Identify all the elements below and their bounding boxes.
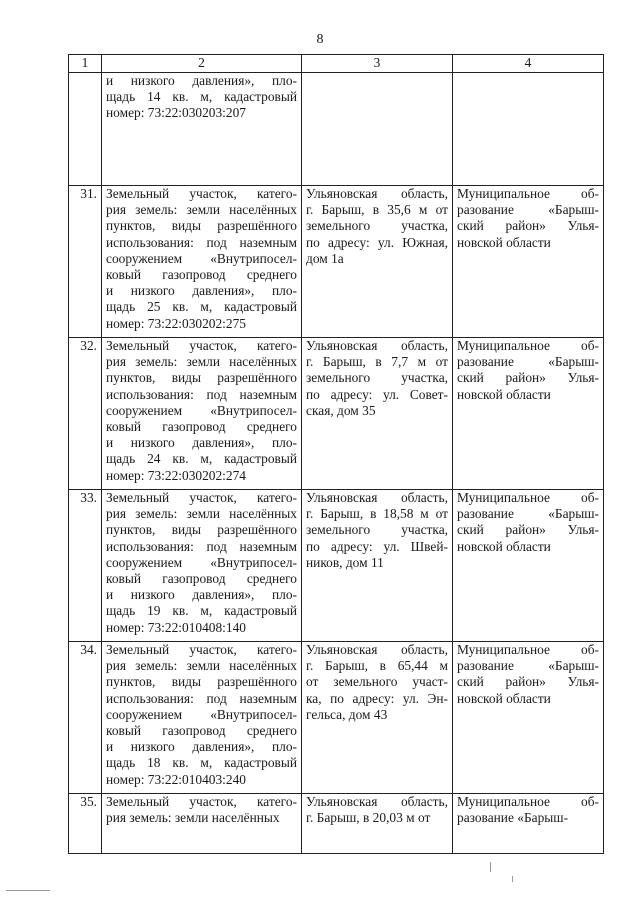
cell-text-line: пунктов, виды разрешённого: [106, 370, 297, 386]
cell-text-line: разование «Барыш-: [457, 202, 599, 218]
plot-owner-cell: [453, 490, 604, 642]
cell-text-line: сооружением «Внутрипосел-: [106, 402, 297, 418]
cell-text-line: земельного участка,: [306, 370, 448, 386]
plot-location-cell: [302, 642, 453, 794]
cell-text-line: Земельный участок, катего-: [106, 338, 297, 353]
cell-text-line: Муниципальное об-: [457, 186, 599, 201]
cell-text-line: рия земель: земли населённых: [106, 658, 297, 674]
cell-text-line: пунктов, виды разрешённого: [106, 674, 297, 690]
cell-text-line: Земельный участок, катего-: [106, 642, 297, 657]
cell-text-line: пунктов, виды разрешённого: [106, 522, 297, 538]
column-header-number: 1: [69, 55, 102, 73]
scan-mark: [490, 862, 491, 872]
cell-text-line: Земельный участок, катего-: [106, 490, 297, 505]
plot-location-cell: [302, 73, 453, 186]
cell-text-line: разование «Барыш-: [457, 506, 599, 522]
cell-text-line: Ульяновская область,: [306, 794, 448, 809]
row-number: 35.: [69, 794, 102, 854]
cell-text-line: щадь 14 кв. м, кадастровый: [106, 89, 297, 105]
cell-text-line: номер: 73:22:010408:140: [106, 619, 246, 635]
scan-mark: [6, 890, 50, 891]
row-number: 34.: [69, 642, 102, 794]
cell-text-line: щадь 24 кв. м, кадастровый: [106, 451, 297, 467]
plot-location-cell: [302, 794, 453, 854]
cell-text-line: по адресу: ул. Южная,: [306, 234, 448, 250]
cell-text-line: Земельный участок, катего-: [106, 186, 297, 201]
cell-text-line: по адресу: ул. Совет-: [306, 386, 448, 402]
cell-text-line: новской области: [457, 538, 551, 554]
plot-owner-cell: [453, 186, 604, 338]
plot-description-cell: [102, 73, 302, 186]
cell-text-line: Муниципальное об-: [457, 642, 599, 657]
cell-text-line: г. Барыш, в 7,7 м от: [306, 354, 448, 370]
cell-text-line: рия земель: земли населённых: [106, 354, 297, 370]
plot-owner-cell: [453, 794, 604, 854]
scan-mark: [512, 876, 513, 882]
cell-text-line: г. Барыш, в 20,03 м от: [306, 810, 431, 826]
cell-text-line: земельного участка,: [306, 218, 448, 234]
plot-location-cell: [302, 490, 453, 642]
table-row: [69, 186, 604, 338]
cell-text-line: г. Барыш, в 35,6 м от: [306, 202, 448, 218]
cell-text-line: дом 1а: [306, 250, 344, 266]
cell-text-line: рия земель: земли населённых: [106, 506, 297, 522]
plot-description-cell: [102, 186, 302, 338]
cell-text-line: ковый газопровод среднего: [106, 267, 297, 283]
cell-text-line: ский район» Улья-: [457, 218, 599, 234]
cell-text-line: сооружением «Внутрипосел-: [106, 706, 297, 722]
cell-text-line: ский район» Улья-: [457, 370, 599, 386]
plot-owner-cell: [453, 642, 604, 794]
plot-location-cell: [302, 338, 453, 490]
cell-text-line: номер: 73:22:030202:275: [106, 315, 246, 331]
cell-text-line: ковый газопровод среднего: [106, 419, 297, 435]
cell-text-line: рия земель: земли населённых: [106, 202, 297, 218]
cell-text-line: сооружением «Внутрипосел-: [106, 554, 297, 570]
column-header-location: 3: [302, 55, 453, 73]
cell-text-line: новской области: [457, 234, 551, 250]
cell-text-line: и низкого давления», пло-: [106, 435, 297, 451]
cell-text-line: использования: под наземным: [106, 234, 297, 250]
cell-text-line: от земельного участ-: [306, 674, 448, 690]
cell-text-line: щадь 25 кв. м, кадастровый: [106, 299, 297, 315]
cell-text-line: ский район» Улья-: [457, 674, 599, 690]
cell-text-line: земельного участка,: [306, 522, 448, 538]
cell-text-line: ковый газопровод среднего: [106, 571, 297, 587]
row-number: 33.: [69, 490, 102, 642]
table-row: [69, 642, 604, 794]
row-number: [69, 73, 102, 186]
cell-text-line: рия земель: земли населённых: [106, 810, 280, 826]
cell-text-line: ников, дом 11: [306, 554, 384, 570]
table-row: [69, 338, 604, 490]
plot-description-cell: [102, 490, 302, 642]
plot-owner-cell: [453, 73, 604, 186]
land-plot-table: [68, 54, 604, 854]
cell-text-line: использования: под наземным: [106, 690, 297, 706]
cell-text-line: щадь 18 кв. м, кадастровый: [106, 755, 297, 771]
cell-text-line: Муниципальное об-: [457, 794, 599, 809]
row-number: 31.: [69, 186, 102, 338]
cell-text-line: новской области: [457, 386, 551, 402]
column-header-description: 2: [102, 55, 302, 73]
cell-text-line: и низкого давления», пло-: [106, 739, 297, 755]
plot-description-cell: [102, 794, 302, 854]
column-header-owner: 4: [453, 55, 604, 73]
plot-owner-cell: [453, 338, 604, 490]
table-row: [69, 490, 604, 642]
cell-text-line: гельса, дом 43: [306, 706, 388, 722]
cell-text-line: по адресу: ул. Швей-: [306, 538, 448, 554]
cell-text-line: и низкого давления», пло-: [106, 73, 297, 88]
cell-text-line: щадь 19 кв. м, кадастровый: [106, 603, 297, 619]
cell-text-line: ский район» Улья-: [457, 522, 599, 538]
cell-text-line: ка, по адресу: ул. Эн-: [306, 690, 448, 706]
page-number: 8: [316, 32, 324, 47]
cell-text-line: номер: 73:22:030203:207: [106, 105, 246, 121]
cell-text-line: номер: 73:22:030202:274: [106, 467, 246, 483]
cell-text-line: новской области: [457, 690, 551, 706]
cell-text-line: г. Барыш, в 18,58 м от: [306, 506, 448, 522]
cell-text-line: г. Барыш, в 65,44 м: [306, 658, 448, 674]
cell-text-line: и низкого давления», пло-: [106, 283, 297, 299]
cell-text-line: использования: под наземным: [106, 386, 297, 402]
cell-text-line: использования: под наземным: [106, 538, 297, 554]
cell-text-line: пунктов, виды разрешённого: [106, 218, 297, 234]
cell-text-line: Земельный участок, катего-: [106, 794, 297, 809]
cell-text-line: сооружением «Внутрипосел-: [106, 250, 297, 266]
row-number: 32.: [69, 338, 102, 490]
table-row: [69, 794, 604, 854]
plot-location-cell: [302, 186, 453, 338]
plot-description-cell: [102, 642, 302, 794]
cell-text-line: Муниципальное об-: [457, 490, 599, 505]
cell-text-line: ковый газопровод среднего: [106, 723, 297, 739]
cell-text-line: разование «Барыш-: [457, 354, 599, 370]
cell-text-line: Ульяновская область,: [306, 642, 448, 657]
cell-text-line: Ульяновская область,: [306, 490, 448, 505]
table-row: [69, 73, 604, 186]
cell-text-line: ская, дом 35: [306, 402, 376, 418]
cell-text-line: и низкого давления», пло-: [106, 587, 297, 603]
cell-text-line: Ульяновская область,: [306, 186, 448, 201]
cell-text-line: Ульяновская область,: [306, 338, 448, 353]
header-row: [69, 55, 604, 73]
cell-text-line: разование «Барыш-: [457, 810, 569, 826]
cell-text-line: Муниципальное об-: [457, 338, 599, 353]
cell-text-line: разование «Барыш-: [457, 658, 599, 674]
plot-description-cell: [102, 338, 302, 490]
cell-text-line: номер: 73:22:010403:240: [106, 771, 246, 787]
